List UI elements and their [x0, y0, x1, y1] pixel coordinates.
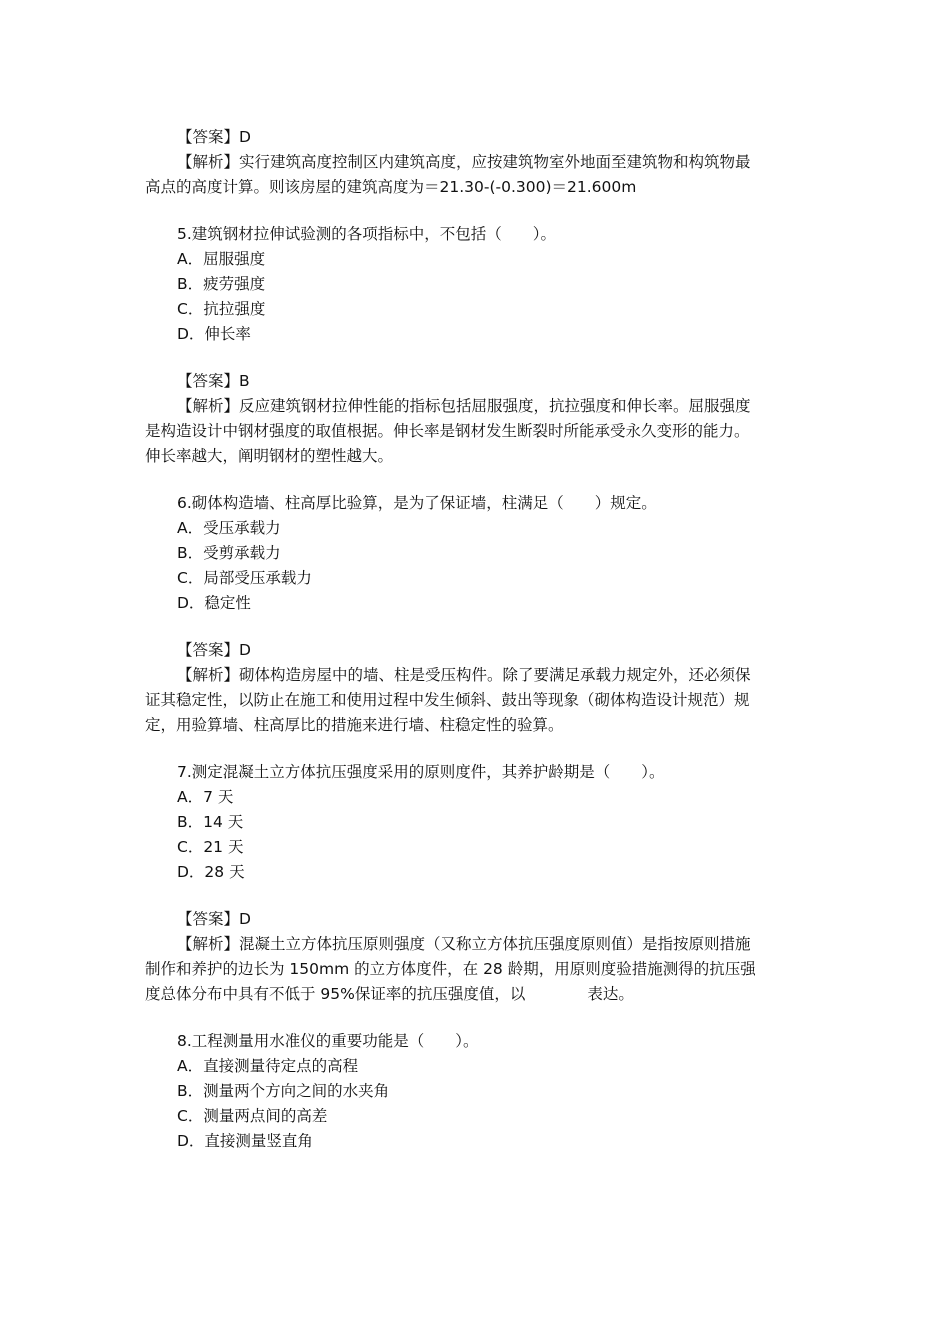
analysis-q6-line3: 定，用验算墙、柱高厚比的措施来进行墙、柱稳定性的验算。: [145, 716, 564, 734]
q8-option-a: A．直接测量待定点的高程: [177, 1057, 359, 1075]
q7-option-d: D．28 天: [177, 863, 245, 881]
answer-q4: 【答案】D: [177, 128, 251, 146]
q6-option-a: A．受压承载力: [177, 519, 281, 537]
analysis-q5-line3: 伸长率越大，阐明钢材的塑性越大。: [145, 447, 394, 465]
question-8: 8.工程测量用水准仪的重要功能是（ ）。: [177, 1032, 479, 1050]
q8-option-c: C．测量两点间的高差: [177, 1107, 328, 1125]
q6-option-b: B．受剪承载力: [177, 544, 281, 562]
analysis-q7-line3: 度总体分布中具有不低于 95%保证率的抗压强度值，以 表达。: [145, 985, 634, 1003]
q8-option-d: D．直接测量竖直角: [177, 1132, 313, 1150]
q7-option-c: C．21 天: [177, 838, 244, 856]
q6-option-d: D．稳定性: [177, 594, 251, 612]
q8-option-b: B．测量两个方向之间的水夹角: [177, 1082, 390, 1100]
q5-option-a: A．屈服强度: [177, 250, 266, 268]
answer-q5: 【答案】B: [177, 372, 250, 390]
q5-option-c: C．抗拉强度: [177, 300, 266, 318]
answer-q6: 【答案】D: [177, 641, 251, 659]
analysis-q7-line1: 【解析】混凝土立方体抗压原则强度（又称立方体抗压强度原则值）是指按原则措施: [177, 935, 751, 953]
q7-option-a: A．7 天: [177, 788, 234, 806]
analysis-q6-line1: 【解析】砌体构造房屋中的墙、柱是受压构件。除了要满足承载力规定外，还必须保: [177, 666, 751, 684]
q6-option-c: C．局部受压承载力: [177, 569, 312, 587]
analysis-q6-line2: 证其稳定性，以防止在施工和使用过程中发生倾斜、鼓出等现象（砌体构造设计规范）规: [145, 691, 750, 709]
q7-option-b: B．14 天: [177, 813, 244, 831]
analysis-q7-line2: 制作和养护的边长为 150mm 的立方体度件，在 28 龄期，用原则度验措施测得的抗压强: [145, 960, 756, 978]
answer-q7: 【答案】D: [177, 910, 251, 928]
question-5: 5.建筑钢材拉伸试验测的各项指标中，不包括（ ）。: [177, 225, 557, 243]
analysis-q4-line2: 高点的高度计算。则该房屋的建筑高度为＝21.30-(-0.300)＝21.600m: [145, 178, 637, 196]
question-7: 7.测定混凝土立方体抗压强度采用的原则度件，其养护龄期是（ ）。: [177, 763, 665, 781]
analysis-q5-line1: 【解析】反应建筑钢材拉伸性能的指标包括屈服强度，抗拉强度和伸长率。屈服强度: [177, 397, 751, 415]
question-6: 6.砌体构造墙、柱高厚比验算，是为了保证墙，柱满足（ ）规定。: [177, 494, 657, 512]
analysis-q5-line2: 是构造设计中钢材强度的取值根据。伸长率是钢材发生断裂时所能承受永久变形的能力。: [145, 422, 750, 440]
q5-option-b: B．疲劳强度: [177, 275, 266, 293]
analysis-q4-line1: 【解析】实行建筑高度控制区内建筑高度，应按建筑物室外地面至建筑物和构筑物最: [177, 153, 751, 171]
q5-option-d: D．伸长率: [177, 325, 251, 343]
